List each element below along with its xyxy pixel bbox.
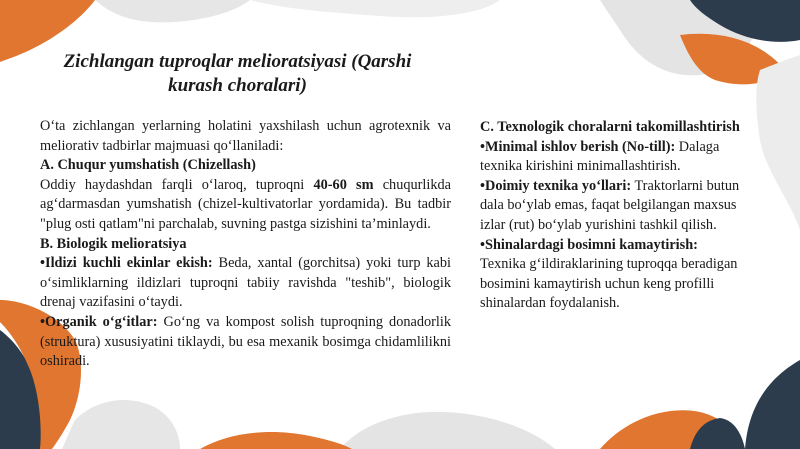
right-column (480, 118, 742, 314)
bullet-permanent-tracks-text: Traktorlarni butun dala bo‘ylab emas, faqat belgilangan maxsus izlar (rut) bo‘ylab yurishini tashkil qilish. (480, 177, 740, 233)
section-b-heading: B. Biologik melioratsiya (40, 235, 187, 252)
section-a-depth: 40-60 sm (313, 176, 374, 193)
bullet-tire-pressure-text: Texnika g‘ildiraklarining tuproqqa beradigan bosimini kamaytirish uchun keng profilli shinalardan foydalanish. (480, 256, 738, 312)
bullet-no-till-text: Dalaga texnika kirishini minimallashtirish. (480, 138, 720, 175)
gray-blob-right (756, 55, 800, 230)
bullet-tire-pressure-label: •Shinalardagi bosimni kamaytirish: (480, 236, 698, 253)
bullet-permanent-tracks (480, 177, 742, 236)
gray-blob-top-center (250, 0, 500, 17)
gray-blob-top-left (95, 0, 250, 22)
bullet-no-till-label: •Minimal ishlov berish (No-till): (480, 138, 676, 155)
section-c-heading: C. Texnologik choralarni takomillashtirish (480, 119, 740, 135)
bullet-organic-fertilizers-label: •Organik o‘g‘itlar: (40, 313, 158, 330)
intro-paragraph: O‘ta zichlangan yerlarning holatini yaxshilash uchun agrotexnik va meliorativ tadbirlar majmuasi qo‘llaniladi: (40, 118, 451, 154)
orange-blob-bottom-center (200, 432, 352, 449)
bullet-organic-fertilizers-text: Go‘ng va kompost solish tuproqning donadorlik (struktura) xususiyatini tiklaydi, bu esa mexanik bosimga chidamlilikni oshiradi. (40, 313, 452, 370)
bullet-organic-fertilizers (40, 313, 451, 372)
section-a-text-1: Oddiy haydashdan farqli o‘laroq, tuproqni (40, 176, 314, 193)
bullet-no-till (480, 138, 742, 177)
bullet-tire-pressure (480, 236, 742, 314)
left-column (40, 117, 451, 372)
gray-blob-bottom-center (340, 412, 555, 449)
slide-title: Zichlangan tuproqlar melioratsiyasi (Qarshi kurash choralari) (63, 51, 412, 96)
section-a-heading: A. Chuqur yumshatish (Chizellash) (40, 157, 256, 174)
section-a-text-2: chuqurlikda ag‘darmasdan yumshatish (chizel-kultivatorlar yordamida). Bu tadbir "plug osti qatlam"ni parchalab, suvning pastga sizishini ta’minlaydi. (40, 176, 451, 232)
gray-blob-bottom-left (62, 400, 180, 449)
bullet-strong-roots-label: •Ildizi kuchli ekinlar ekish: (40, 255, 213, 272)
bullet-permanent-tracks-label: •Doimiy texnika yo‘llari: (480, 177, 632, 194)
bullet-strong-roots (40, 254, 451, 313)
section-a-paragraph (40, 176, 451, 235)
navy-blob-bottom-right (745, 360, 800, 449)
bullet-strong-roots-text: Beda, xantal (gorchitsa) yoki turp kabi o‘simliklarning ildizlari tuproqni tabiiy ravishda "teshib", biologik drenaj vazifasini o‘taydi. (40, 255, 451, 311)
